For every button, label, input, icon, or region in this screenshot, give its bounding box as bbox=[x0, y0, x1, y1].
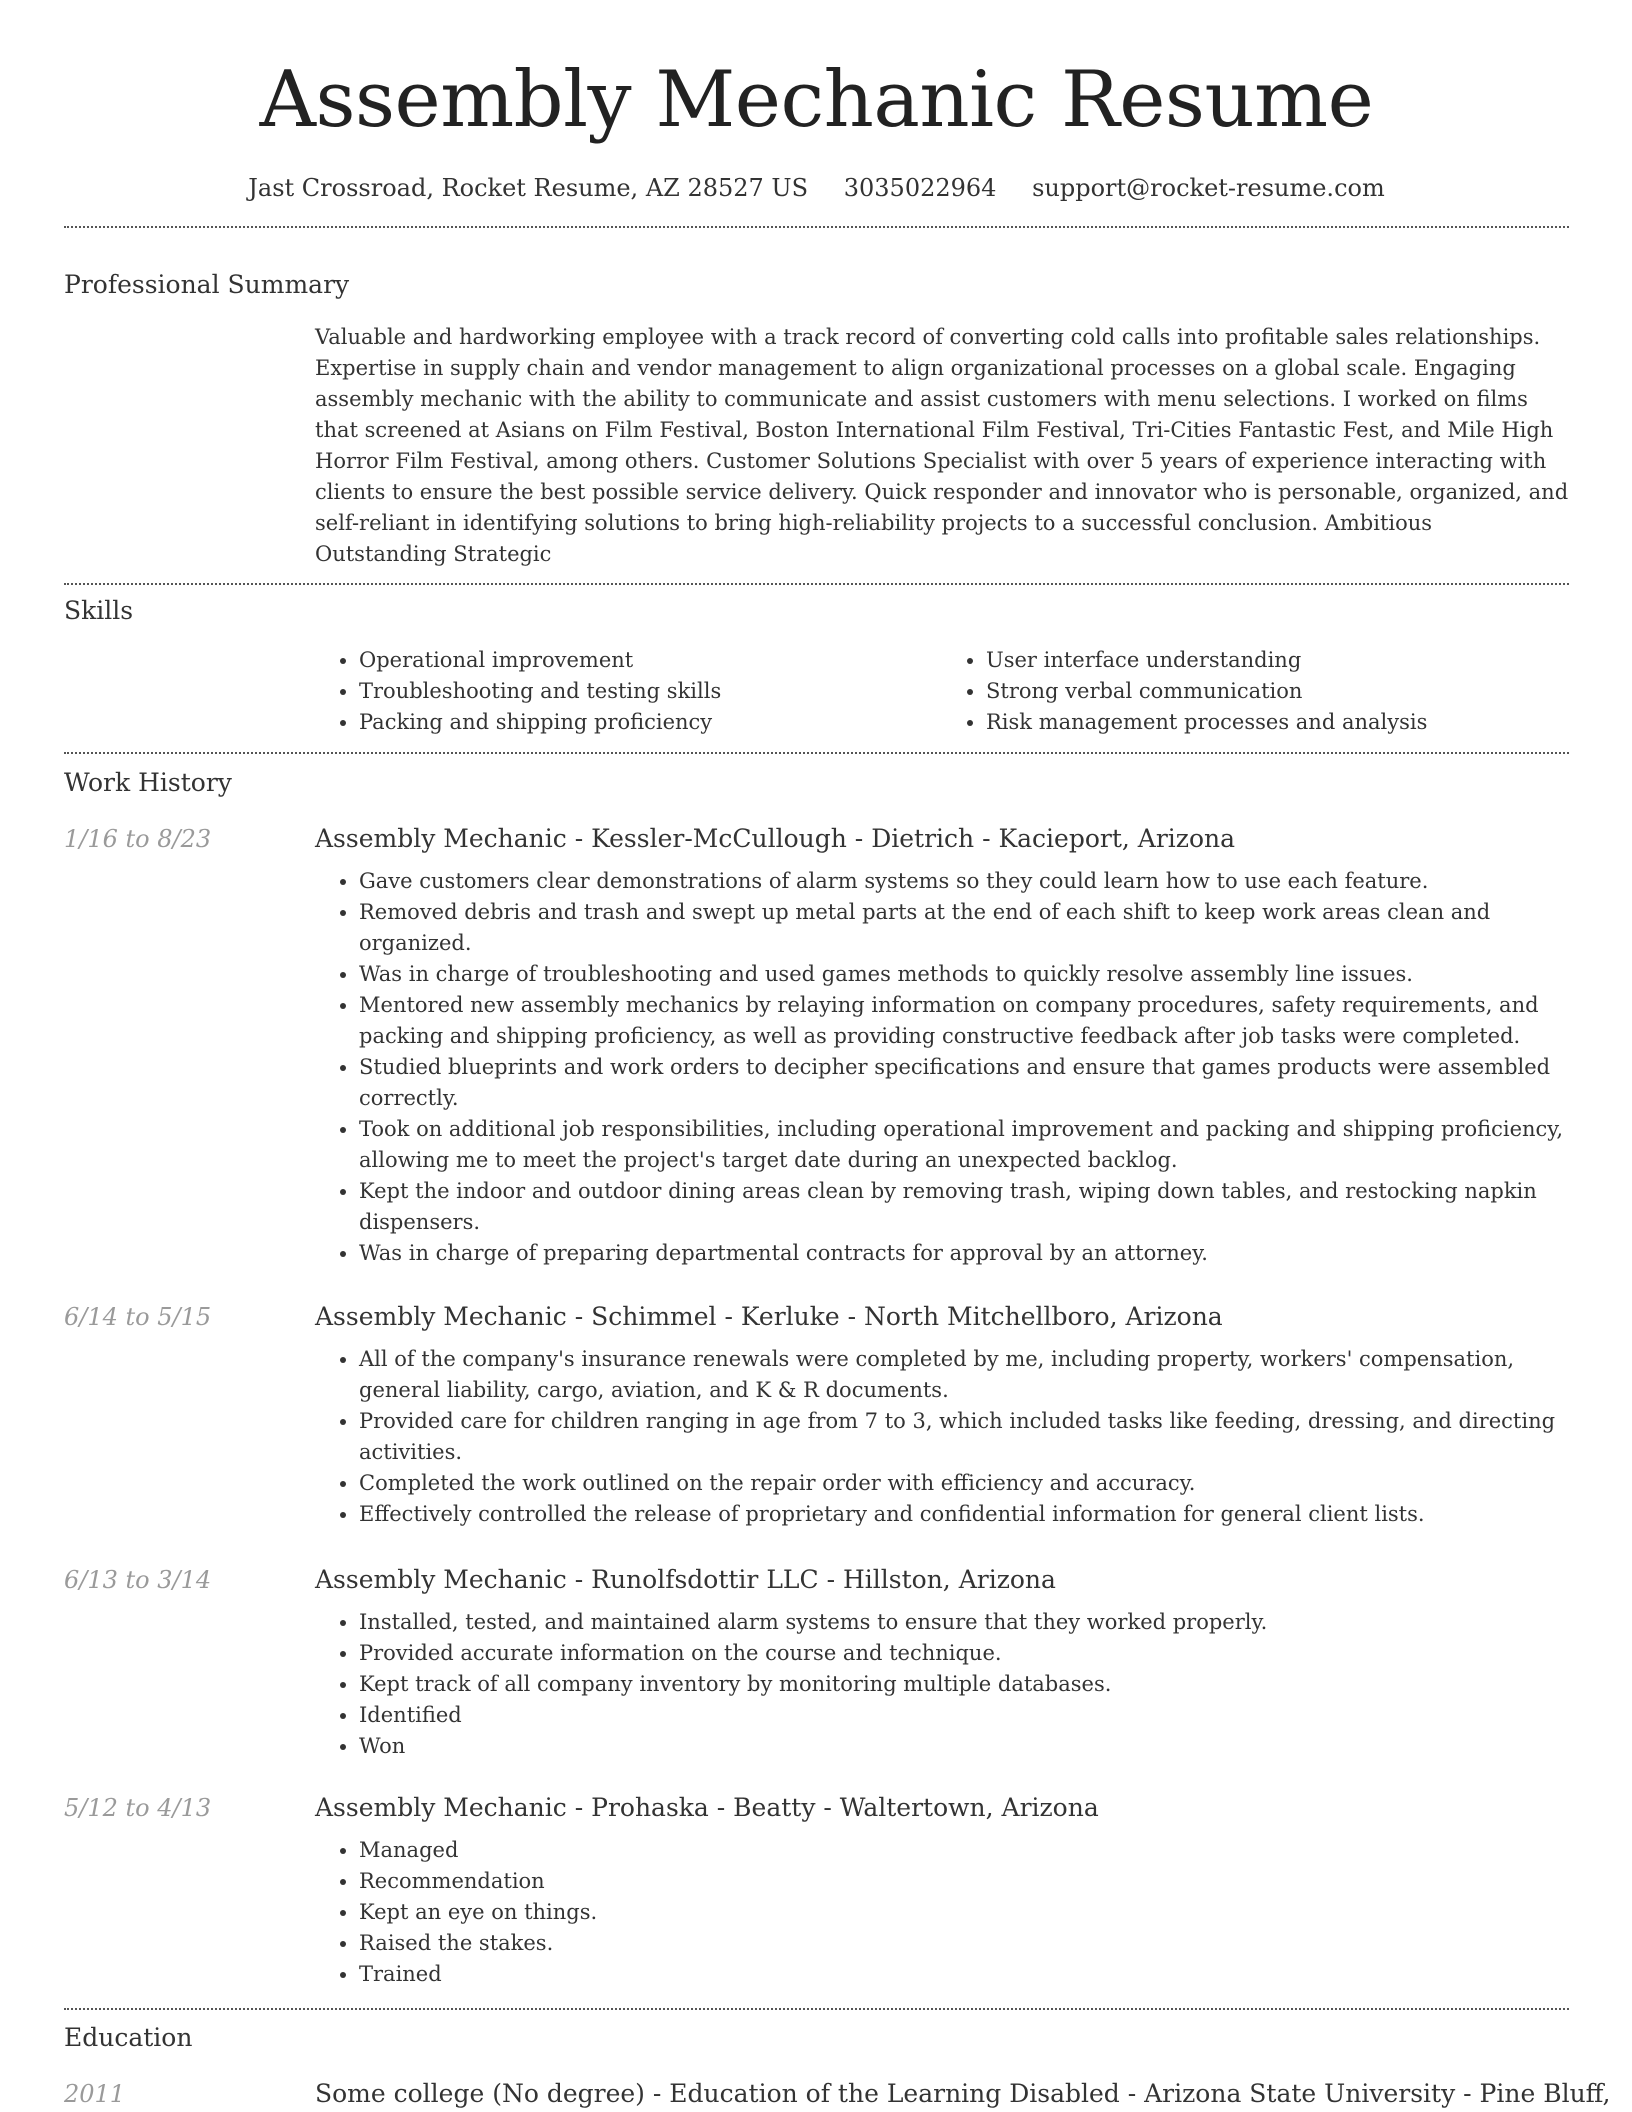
skill-item: • Risk management processes and analysis bbox=[986, 707, 1569, 738]
job-bullet: • Completed the work outlined on the repair order with efficiency and accuracy. bbox=[359, 1468, 1569, 1499]
job-bullet: • Removed debris and trash and swept up metal parts at the end of each shift to keep work areas clean and organized. bbox=[359, 897, 1569, 959]
job-bullet: • Took on additional job responsibilities, including operational improvement and packing and shipping proficiency, allowing me to meet the project's target date during an unexpected backlog. bbox=[359, 1114, 1569, 1176]
contact-address: Jast Crossroad, Rocket Resume, AZ 28527 US bbox=[248, 174, 809, 202]
job-entry bbox=[64, 1563, 1569, 1762]
work-history-heading: Work History bbox=[64, 768, 232, 797]
job-bullet: • Won bbox=[359, 1731, 1569, 1762]
job-entry bbox=[64, 1300, 1569, 1530]
job-title: Assembly Mechanic - Schimmel - Kerluke - North Mitchellboro, Arizona bbox=[315, 1302, 1223, 1331]
education-title: Some college (No degree) - Education of the Learning Disabled - Arizona State University - Pine Bluff, bbox=[315, 2079, 1611, 2108]
skills-column-left bbox=[315, 645, 942, 738]
divider bbox=[64, 583, 1569, 585]
job-bullet: • Provided care for children ranging in age from 7 to 3, which included tasks like feeding, dressing, and directing activities. bbox=[359, 1406, 1569, 1468]
skill-item: • User interface understanding bbox=[986, 645, 1569, 676]
skill-item: • Troubleshooting and testing skills bbox=[359, 676, 942, 707]
contact-phone: 3035022964 bbox=[843, 174, 997, 202]
job-title: Assembly Mechanic - Runolfsdottir LLC - Hillston, Arizona bbox=[315, 1565, 1056, 1594]
job-bullet: • Mentored new assembly mechanics by relaying information on company procedures, safety requirements, and packing and shipping proficiency, as well as providing constructive feedback after job tasks were completed. bbox=[359, 990, 1569, 1052]
job-bullet: • Was in charge of preparing departmental contracts for approval by an attorney. bbox=[359, 1238, 1569, 1269]
job-date: 1/16 to 8/23 bbox=[64, 825, 212, 853]
job-date: 5/12 to 4/13 bbox=[64, 1794, 212, 1822]
skill-item: • Operational improvement bbox=[359, 645, 942, 676]
job-bullet: • Identified bbox=[359, 1700, 1569, 1731]
contact-line bbox=[64, 172, 1569, 204]
resume-title: Assembly Mechanic Resume bbox=[259, 55, 1374, 145]
divider bbox=[64, 2008, 1569, 2010]
job-bullet: • Recommendation bbox=[359, 1866, 1569, 1897]
job-bullet: • Kept track of all company inventory by monitoring multiple databases. bbox=[359, 1669, 1569, 1700]
divider bbox=[64, 752, 1569, 754]
job-bullet: • Raised the stakes. bbox=[359, 1928, 1569, 1959]
education-entry bbox=[64, 2077, 1611, 2111]
job-bullet: • Kept the indoor and outdoor dining areas clean by removing trash, wiping down tables, and restocking napkin dispensers. bbox=[359, 1176, 1569, 1238]
skill-item: • Strong verbal communication bbox=[986, 676, 1569, 707]
job-bullets bbox=[315, 1607, 1569, 1762]
divider bbox=[64, 226, 1569, 228]
contact-email: support@rocket-resume.com bbox=[1032, 174, 1385, 202]
job-bullet: • Managed bbox=[359, 1835, 1569, 1866]
skills-heading: Skills bbox=[64, 596, 134, 625]
skills-list bbox=[315, 645, 1569, 738]
job-bullet: • Gave customers clear demonstrations of alarm systems so they could learn how to use each feature. bbox=[359, 866, 1569, 897]
resume-page bbox=[64, 0, 1611, 2111]
job-title: Assembly Mechanic - Prohaska - Beatty - Waltertown, Arizona bbox=[315, 1793, 1099, 1822]
job-bullet: • All of the company's insurance renewals were completed by me, including property, workers' compensation, general liability, cargo, aviation, and K & R documents. bbox=[359, 1344, 1569, 1406]
job-bullets bbox=[315, 1835, 1569, 1990]
skills-column-right bbox=[942, 645, 1569, 738]
job-entry bbox=[64, 822, 1569, 1269]
job-bullet: • Provided accurate information on the course and technique. bbox=[359, 1638, 1569, 1669]
skill-item: • Packing and shipping proficiency bbox=[359, 707, 942, 738]
job-entry bbox=[64, 1791, 1569, 1990]
job-bullet: • Installed, tested, and maintained alarm systems to ensure that they worked properly. bbox=[359, 1607, 1569, 1638]
education-heading: Education bbox=[64, 2023, 193, 2052]
summary-text: Valuable and hardworking employee with a track record of converting cold calls into profitable sales relationships. Expertise in supply chain and vendor management to align organizational processes on a global scale. Engaging assembly mechanic with the ability to communicate and assist customers with menu selections. I worked on films that screened at Asians on Film Festival, Boston International Film Festival, Tri-Cities Fantastic Fest, and Mile High Horror Film Festival, among others. Customer Solutions Specialist with over 5 years of experience interacting with clients to ensure the best possible service delivery. Quick responder and innovator who is personable, organized, and self-reliant in identifying solutions to bring high-reliability projects to a successful conclusion. Ambitious Outstanding Strategic bbox=[315, 325, 1569, 566]
job-bullet: • Trained bbox=[359, 1959, 1569, 1990]
job-bullet: • Studied blueprints and work orders to decipher specifications and ensure that games products were assembled correctly. bbox=[359, 1052, 1569, 1114]
job-bullet: • Was in charge of troubleshooting and used games methods to quickly resolve assembly line issues. bbox=[359, 959, 1569, 990]
education-date: 2011 bbox=[64, 2080, 126, 2108]
job-bullet: • Effectively controlled the release of proprietary and confidential information for general client lists. bbox=[359, 1499, 1569, 1530]
job-date: 6/14 to 5/15 bbox=[64, 1303, 212, 1331]
summary-heading: Professional Summary bbox=[64, 270, 350, 299]
job-bullets bbox=[315, 866, 1569, 1269]
job-date: 6/13 to 3/14 bbox=[64, 1566, 212, 1594]
job-bullets bbox=[315, 1344, 1569, 1530]
job-bullet: • Kept an eye on things. bbox=[359, 1897, 1569, 1928]
job-title: Assembly Mechanic - Kessler-McCullough - Dietrich - Kacieport, Arizona bbox=[315, 824, 1236, 853]
